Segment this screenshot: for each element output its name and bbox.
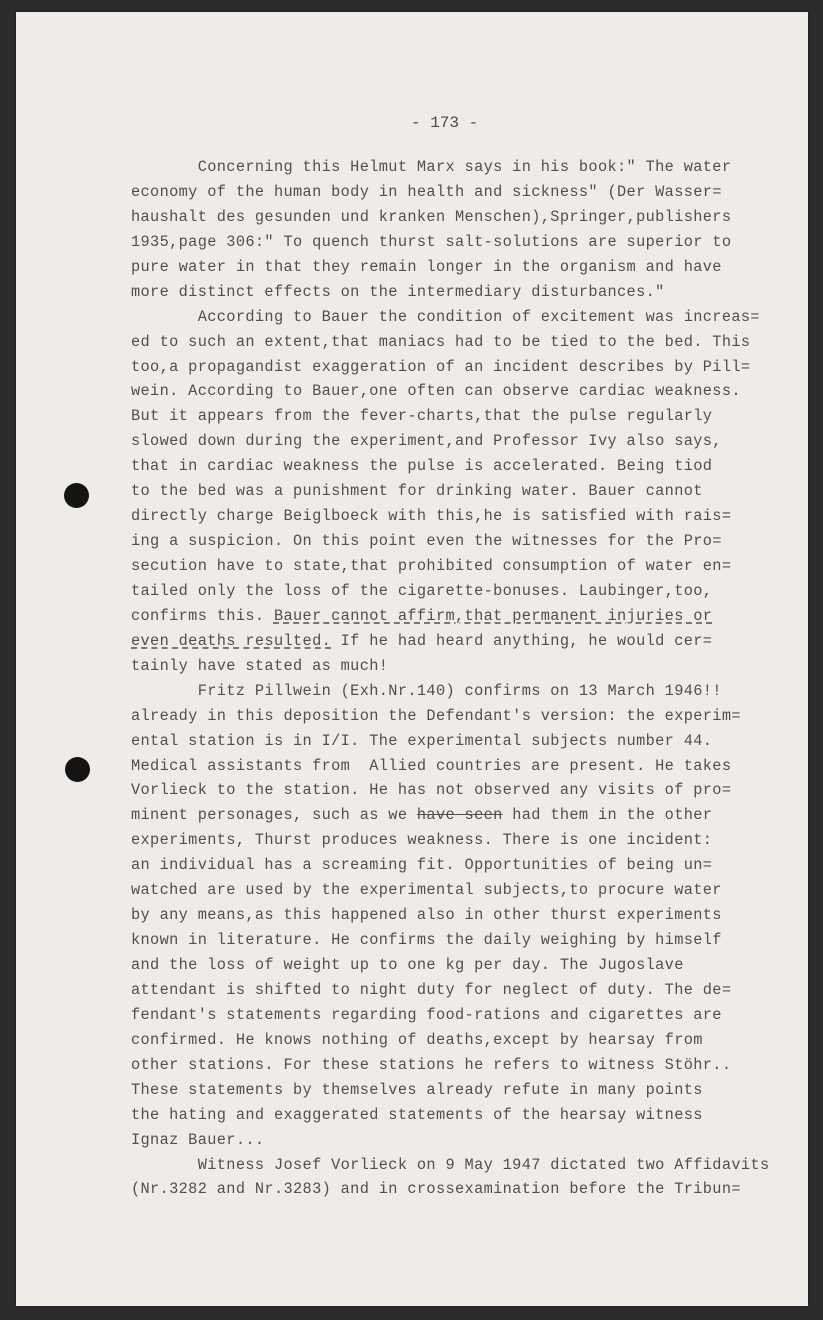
text-line: 1935,page 306:" To quench thurst salt-solutions are superior to	[131, 232, 732, 251]
text-line: But it appears from the fever-charts,that the pulse regularly	[131, 407, 713, 426]
text-line: to the bed was a punishment for drinking water. Bauer cannot	[131, 482, 703, 501]
text-line: that in cardiac weakness the pulse is accelerated. Being tiod	[131, 457, 713, 476]
underlined-text: Bauer cannot affirm,that permanent injuries or	[273, 606, 713, 625]
text-segment: had them in the other	[502, 806, 713, 825]
text-line: ental station is in I/I. The experimental subjects number 44.	[131, 731, 713, 750]
text-segment: confirms this.	[131, 606, 274, 625]
text-line: These statements by themselves already refute in many points	[131, 1080, 703, 1099]
body-text	[131, 155, 801, 1202]
text-line: other stations. For these stations he refers to witness Stöhr..	[131, 1055, 732, 1074]
text-line: tailed only the loss of the cigarette-bonuses. Laubinger,too,	[131, 581, 713, 600]
text-line: experiments, Thurst produces weakness. There is one incident:	[131, 831, 713, 850]
text-line: tainly have stated as much!	[131, 656, 389, 675]
text-line: economy of the human body in health and sickness" (Der Wasser=	[131, 182, 722, 201]
text-line: already in this deposition the Defendant's version: the experim=	[131, 706, 741, 725]
text-line	[131, 803, 801, 828]
text-line: According to Bauer the condition of excitement was increas=	[131, 307, 760, 326]
text-line: and the loss of weight up to one kg per day. The Jugoslave	[131, 956, 684, 974]
punch-hole	[65, 757, 90, 782]
text-line: watched are used by the experimental subjects,to procure water	[131, 881, 722, 900]
text-line: slowed down during the experiment,and Professor Ivy also says,	[131, 432, 722, 451]
text-line: (Nr.3282 and Nr.3283) and in crossexamination before the Tribun=	[131, 1180, 741, 1199]
text-line: attendant is shifted to night duty for neglect of duty. The de=	[131, 980, 732, 999]
text-line	[131, 604, 801, 629]
punch-hole	[64, 483, 89, 508]
text-line: wein. According to Bauer,one often can observe cardiac weakness.	[131, 382, 741, 401]
text-line: Vorlieck to the station. He has not observed any visits of pro=	[131, 781, 732, 800]
text-line: the hating and exaggerated statements of the hearsay witness	[131, 1105, 703, 1124]
document-page	[16, 12, 808, 1306]
text-line: by any means,as this happened also in other thurst experiments	[131, 906, 722, 925]
text-line: Witness Josef Vorlieck on 9 May 1947 dictated two Affidavits	[131, 1155, 770, 1174]
text-segment: If he had heard anything, he would cer=	[331, 631, 713, 650]
text-line: known in literature. He confirms the daily weighing by himself	[131, 931, 722, 950]
text-line: Fritz Pillwein (Exh.Nr.140) confirms on 13 March 1946!!	[131, 681, 722, 700]
text-line: fendant's statements regarding food-rations and cigarettes are	[131, 1005, 722, 1024]
underlined-text: even deaths resulted.	[131, 631, 332, 650]
text-line: confirmed. He knows nothing of deaths,except by hearsay from	[131, 1030, 703, 1049]
text-line: secution have to state,that prohibited consumption of water en=	[131, 557, 732, 575]
text-line: an individual has a screaming fit. Opportunities of being un=	[131, 856, 713, 875]
text-line: ed to such an extent,that maniacs had to be tied to the bed. This	[131, 332, 751, 351]
text-line: directly charge Beiglboeck with this,he is satisfied with rais=	[131, 507, 732, 526]
text-line: Concerning this Helmut Marx says in his book:" The water	[131, 158, 732, 176]
struck-text: have seen	[416, 806, 503, 825]
text-line: more distinct effects on the intermediary disturbances."	[131, 282, 665, 301]
text-line	[131, 629, 801, 654]
text-line: pure water in that they remain longer in the organism and have	[131, 257, 722, 276]
text-line: ing a suspicion. On this point even the witnesses for the Pro=	[131, 532, 722, 551]
text-line: haushalt des gesunden und kranken Menschen),Springer,publishers	[131, 207, 732, 226]
page-number: - 173 -	[411, 114, 479, 132]
text-line: too,a propagandist exaggeration of an incident describes by Pill=	[131, 357, 751, 376]
text-line: Medical assistants from Allied countries are present. He takes	[131, 756, 732, 775]
text-segment: minent personages, such as we	[131, 806, 417, 825]
text-line: Ignaz Bauer...	[131, 1130, 265, 1149]
